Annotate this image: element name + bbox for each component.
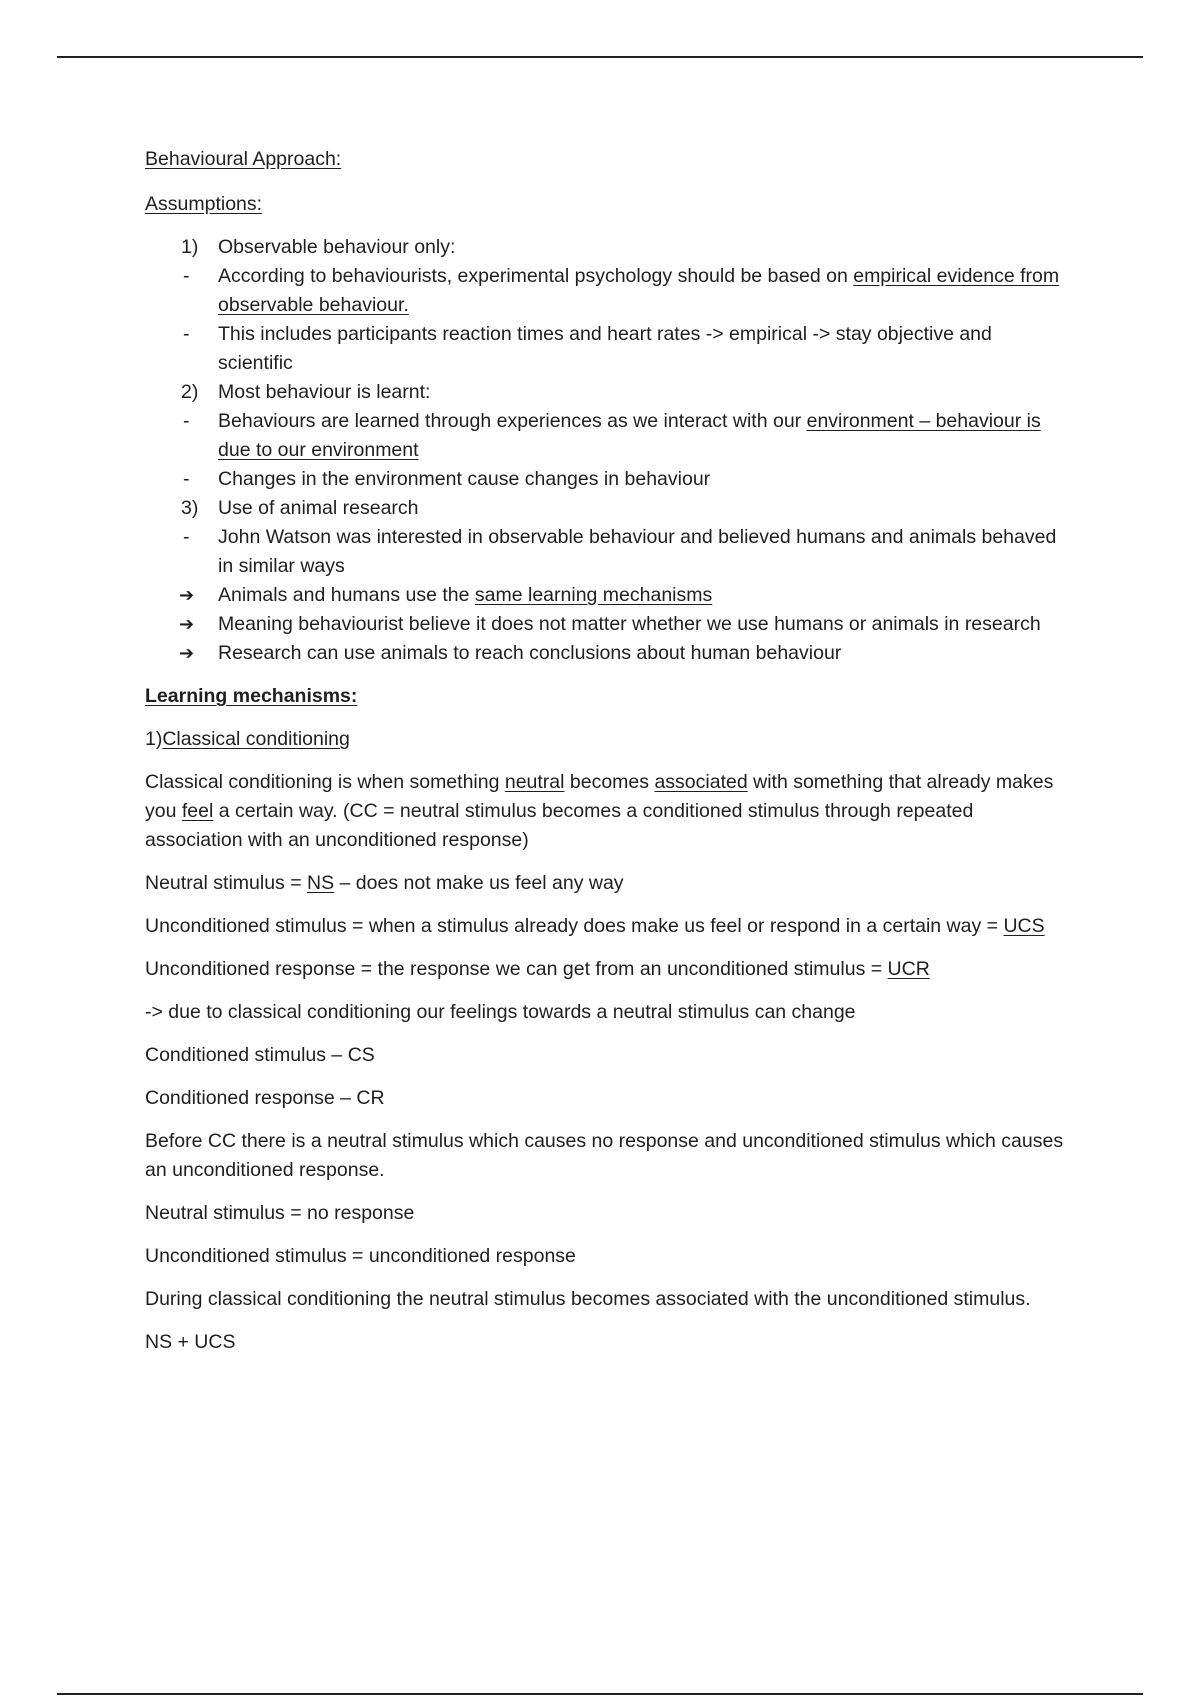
underlined-phrase: environment – behaviour is due to our environment (218, 410, 1041, 461)
list-item-text: Research can use animals to reach conclusions about human behaviour (218, 642, 842, 664)
dash-bullet: - (183, 410, 190, 432)
before-cc-paragraph: Before CC there is a neutral stimulus which causes no response and unconditioned stimulus which causes an unconditioned response. (145, 1130, 1064, 1181)
header-rule (57, 56, 1143, 58)
document-body (145, 145, 1065, 1357)
list-item (145, 407, 1065, 465)
arrow-bullet-icon: ➔ (179, 643, 195, 663)
dash-bullet: - (183, 526, 190, 548)
arrow-bullet-icon: ➔ (179, 585, 195, 605)
list-item-text: Meaning behaviourist believe it does not matter whether we use humans or animals in research (218, 613, 1041, 635)
page-title: Behavioural Approach: (145, 148, 342, 170)
dash-bullet: - (183, 265, 190, 287)
assumptions-list (145, 233, 1065, 668)
list-number: 3) (181, 497, 199, 519)
list-item (145, 378, 1065, 407)
list-item (145, 320, 1065, 378)
dash-bullet: - (183, 468, 190, 490)
list-item-text: John Watson was interested in observable behaviour and believed humans and animals behaved in similar ways (218, 526, 1057, 577)
learning-mechanisms-heading: Learning mechanisms: (145, 685, 358, 707)
dash-bullet: - (183, 323, 190, 345)
arrow-bullet-icon: ➔ (179, 614, 195, 634)
list-item (145, 494, 1065, 523)
cs-definition: Conditioned stimulus – CS (145, 1044, 375, 1066)
underlined-phrase: same learning mechanisms (474, 584, 713, 606)
list-item-text: This includes participants reaction times and heart rates -> empirical -> stay objective and scientific (218, 323, 992, 374)
list-item-text: Observable behaviour only: (218, 236, 456, 258)
list-item (145, 581, 1065, 610)
classical-conditioning-heading: 1)Classical conditioning (145, 728, 350, 750)
ucs-equation: Unconditioned stimulus = unconditioned response (145, 1245, 576, 1267)
cc-change-note: -> due to classical conditioning our feelings towards a neutral stimulus can change (145, 1001, 856, 1023)
list-item (145, 465, 1065, 494)
list-item-text: Changes in the environment cause changes in behaviour (218, 468, 711, 490)
list-item-text: Most behaviour is learnt: (218, 381, 431, 403)
list-number: 1) (181, 236, 199, 258)
list-item-text: According to behaviourists, experimental psychology should be based on empirical evidence from observable behaviour. (218, 265, 1060, 316)
list-item-text: Behaviours are learned through experiences as we interact with our environment – behaviour is due to our environment (218, 410, 1041, 461)
list-item (145, 523, 1065, 581)
cr-definition: Conditioned response – CR (145, 1087, 385, 1109)
during-cc-paragraph: During classical conditioning the neutral stimulus becomes associated with the unconditioned stimulus. (145, 1288, 1031, 1310)
ns-equation: Neutral stimulus = no response (145, 1202, 415, 1224)
assumptions-heading: Assumptions: (145, 193, 263, 215)
list-item (145, 639, 1065, 668)
list-item (145, 262, 1065, 320)
list-item (145, 233, 1065, 262)
ns-definition: Neutral stimulus = NS – does not make us feel any way (145, 872, 624, 894)
list-item (145, 610, 1065, 639)
list-item-text: Use of animal research (218, 497, 419, 519)
list-item-text: Animals and humans use the same learning mechanisms (218, 584, 713, 606)
ucs-definition: Unconditioned stimulus = when a stimulus already does make us feel or respond in a certain way = UCS (145, 915, 1045, 937)
underlined-phrase: empirical evidence from observable behaviour. (218, 265, 1060, 316)
ns-ucs-line: NS + UCS (145, 1331, 236, 1353)
footer-rule (57, 1693, 1143, 1695)
cc-intro-paragraph: Classical conditioning is when something neutral becomes associated with something that already makes you feel a certain way. (CC = neutral stimulus becomes a conditioned stimulus through repeated association with an unconditioned response) (145, 771, 1054, 851)
ucr-definition: Unconditioned response = the response we can get from an unconditioned stimulus = UCR (145, 958, 930, 980)
list-number: 2) (181, 381, 199, 403)
